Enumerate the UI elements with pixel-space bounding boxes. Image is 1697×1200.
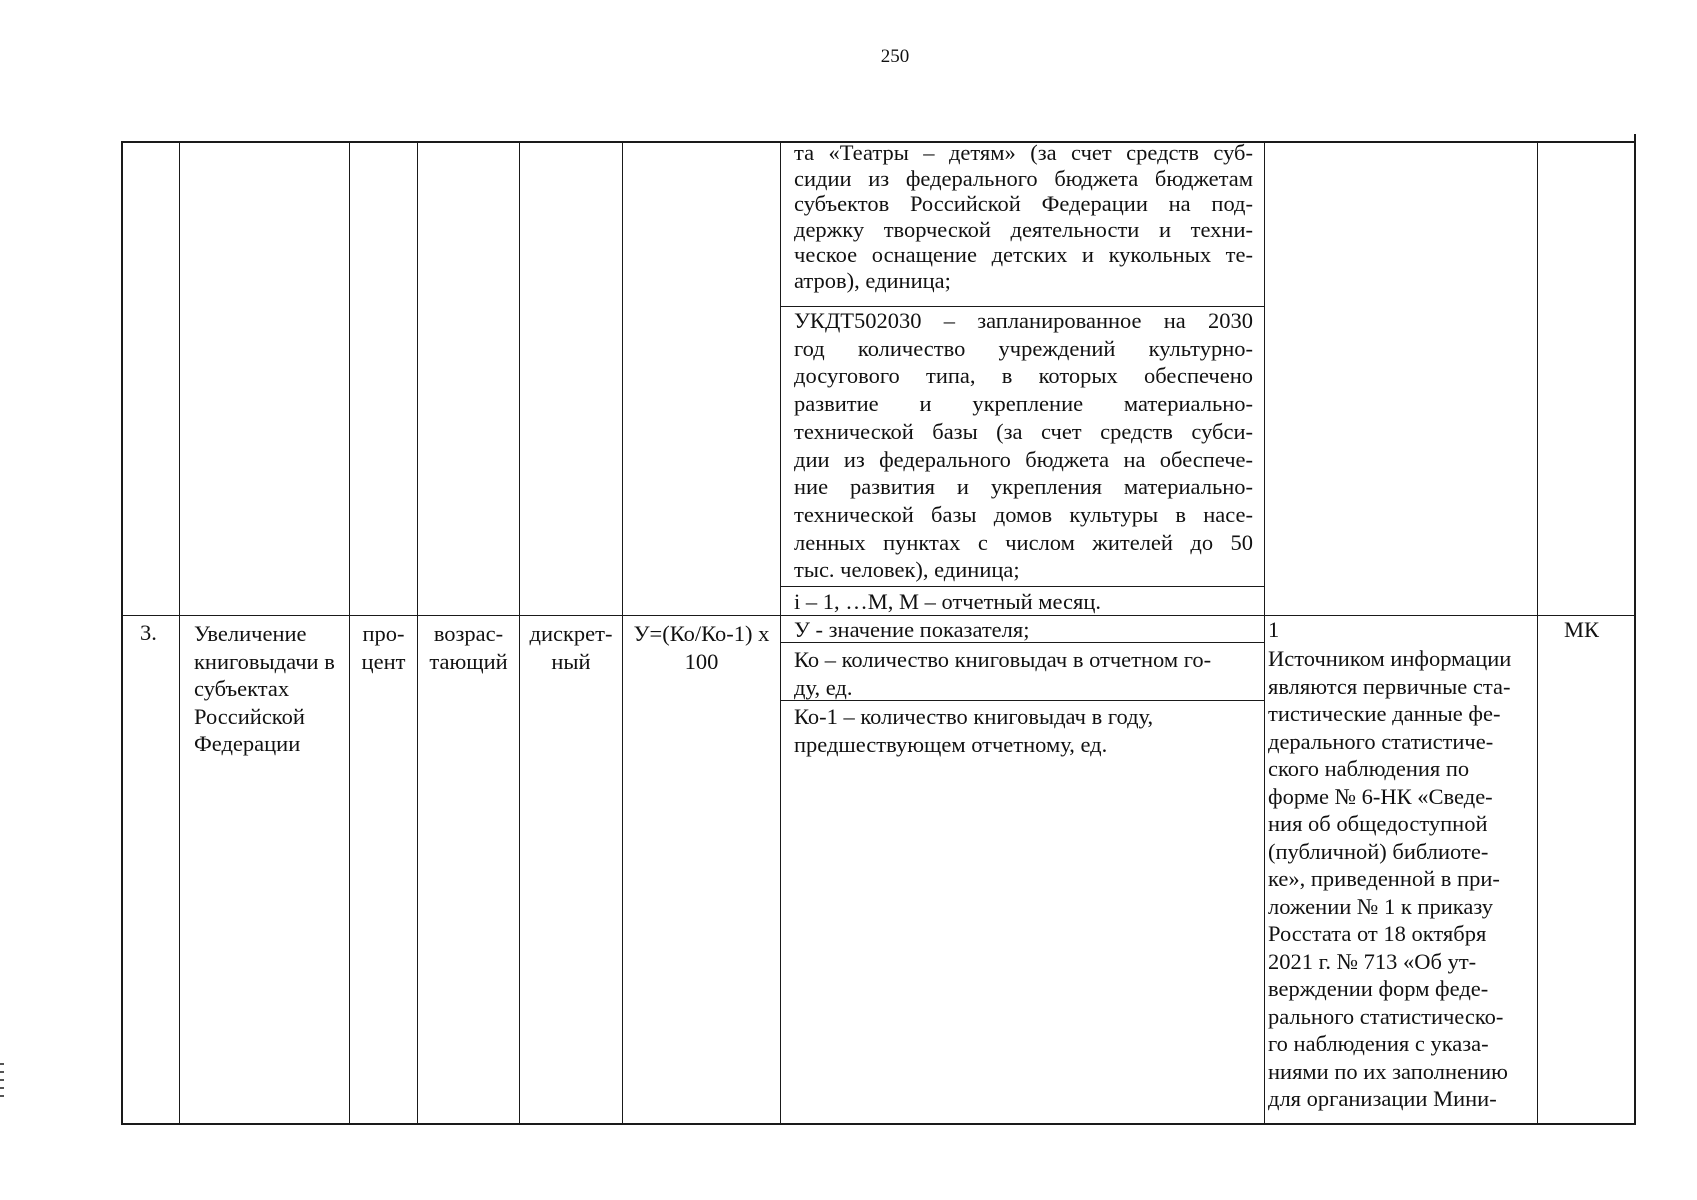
text-line: та «Театры – детям» (за счет средств суб- bbox=[794, 140, 1253, 165]
text-line: для организации Мини- bbox=[1268, 1086, 1497, 1111]
definition-ko bbox=[794, 646, 1259, 701]
text-line: предшествующем отчетному, ед. bbox=[794, 731, 1108, 757]
text-line: технической базы (за счет средств субси- bbox=[794, 418, 1253, 444]
text-line: У - значение показателя; bbox=[794, 617, 1030, 642]
text-line: рального статистическо- bbox=[1268, 1003, 1504, 1029]
text-line: являются первичные ста- bbox=[1268, 673, 1511, 699]
text-line: книговыдачи в bbox=[194, 648, 335, 674]
text-line: го наблюдения с указа- bbox=[1268, 1031, 1489, 1056]
text-line: Росстата от 18 октября bbox=[1268, 921, 1487, 946]
text-line: субъектов Российской Федерации на под- bbox=[794, 191, 1253, 216]
text-line: ние развития и укрепления материально- bbox=[794, 474, 1253, 500]
text-line: дискрет- bbox=[529, 621, 613, 646]
description-part3: i – 1, …M, M – отчетный месяц. bbox=[794, 589, 1102, 614]
text-line: (публичной) библиоте- bbox=[1268, 838, 1489, 864]
text-line: Ко – количество книговыдач в отчетном го- bbox=[794, 647, 1212, 672]
data-source bbox=[1268, 645, 1536, 1113]
text-line: Увеличение bbox=[194, 621, 307, 646]
text-line: Федерации bbox=[194, 731, 301, 756]
text-line: ке», приведенной в при- bbox=[1268, 866, 1500, 891]
calculation-formula bbox=[623, 620, 780, 675]
text-line: возрас- bbox=[433, 621, 504, 646]
text-line: досугового типа, в которых обеспечено bbox=[794, 363, 1253, 389]
text-line: цент bbox=[361, 648, 406, 674]
text-line: 2021 г. № 713 «Об ут- bbox=[1268, 948, 1477, 974]
indicator-name bbox=[194, 620, 348, 758]
text-line: верждении форм феде- bbox=[1268, 976, 1489, 1001]
text-line: тыс. человек), единица; bbox=[794, 557, 1020, 583]
row-number: 3. bbox=[140, 620, 157, 645]
page-number: 250 bbox=[880, 46, 910, 67]
text-line: УКДТ502030 – запланированное на 2030 bbox=[794, 308, 1253, 333]
unit-of-measure bbox=[350, 620, 417, 675]
method-number: 1 bbox=[1268, 617, 1280, 642]
text-line: ложении № 1 к приказу bbox=[1268, 893, 1493, 919]
text-line: год количество учреждений культурно- bbox=[794, 335, 1253, 361]
text-line: субъектах bbox=[194, 676, 290, 701]
text-line: 100 bbox=[684, 648, 719, 674]
text-line: дерального статистиче- bbox=[1268, 728, 1494, 754]
text-line: Российской bbox=[194, 703, 305, 729]
text-line: сидии из федерального бюджета бюджетам bbox=[794, 165, 1253, 191]
text-line: ный bbox=[551, 648, 591, 674]
text-line: ду, ед. bbox=[794, 674, 853, 700]
text-line: развитие и укрепление материально- bbox=[794, 391, 1253, 417]
text-line: ниями по их заполнению bbox=[1268, 1058, 1508, 1084]
description-part1 bbox=[794, 140, 1253, 293]
description-part2 bbox=[794, 307, 1253, 584]
text-line: тающий bbox=[429, 648, 508, 674]
responsible-body: МК bbox=[1564, 617, 1600, 642]
text-line: ленных пунктах с числом жителей до 50 bbox=[794, 529, 1253, 555]
indicator-trend bbox=[418, 620, 519, 675]
text-line: технической базы домов культуры в насе- bbox=[794, 501, 1253, 527]
text-line: ческое оснащение детских и кукольных те- bbox=[794, 242, 1253, 267]
definition-ko-1 bbox=[794, 703, 1253, 758]
text-line: У=(Ко/Ко-1) х bbox=[633, 621, 770, 646]
text-line: атров), единица; bbox=[794, 267, 951, 293]
text-line: форме № 6-НК «Сведе- bbox=[1268, 783, 1493, 809]
text-line: Ко-1 – количество книговыдач в году, bbox=[794, 704, 1154, 729]
definition-y bbox=[794, 617, 1253, 643]
text-line: ния об общедоступной bbox=[1268, 811, 1488, 836]
text-line: дии из федерального бюджета на обеспече- bbox=[794, 446, 1253, 472]
text-line: тистические данные фе- bbox=[1268, 701, 1501, 726]
indicator-type bbox=[520, 620, 622, 675]
text-line: ского наблюдения по bbox=[1268, 756, 1470, 781]
text-line: держку творческой деятельности и техни- bbox=[794, 216, 1253, 242]
text-line: Источником информации bbox=[1268, 646, 1512, 671]
text-line: про- bbox=[362, 621, 405, 646]
